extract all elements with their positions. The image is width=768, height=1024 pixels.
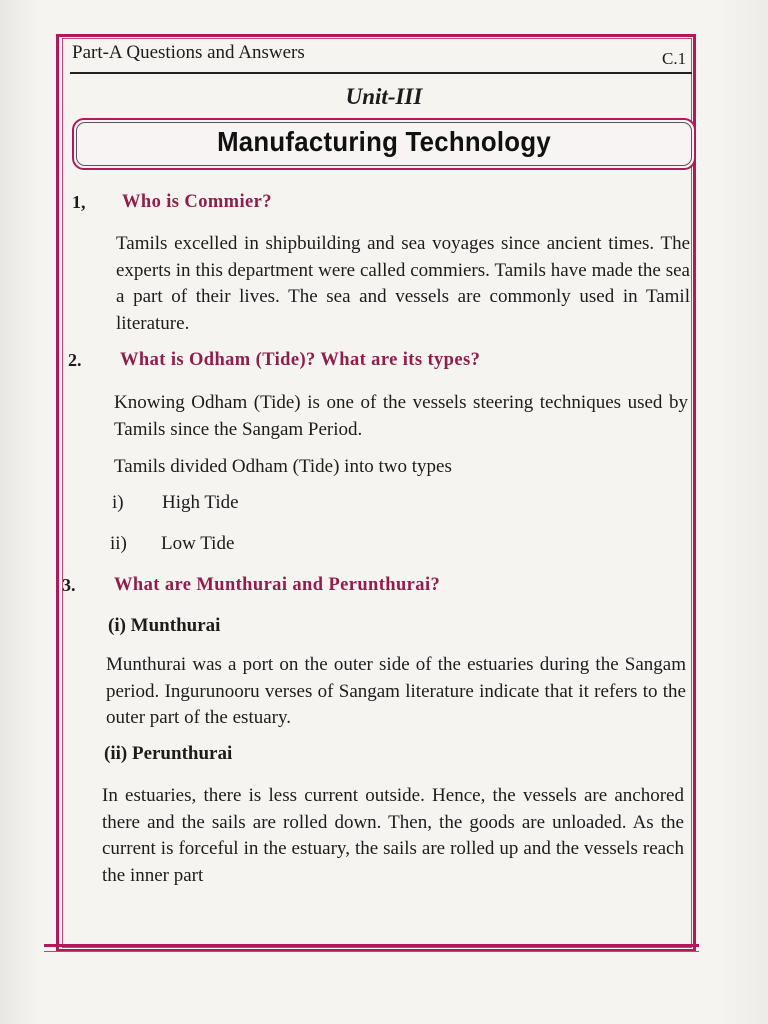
question-number: 3. — [62, 575, 76, 595]
answer-paragraph: Knowing Odham (Tide) is one of the vessels steering techniques used by Tamils since the Sangam Period. — [114, 392, 688, 440]
page-code: C.1 — [662, 49, 687, 68]
bottom-rule-thin — [44, 951, 699, 952]
subheading: (i) Munthurai — [108, 615, 221, 636]
list-marker: i) — [112, 492, 124, 513]
bottom-rule — [44, 944, 699, 947]
subheading: (ii) Perunthurai — [104, 743, 233, 764]
chapter-title: Manufacturing Technology — [217, 126, 551, 157]
question-heading: What is Odham (Tide)? What are its types? — [120, 350, 481, 370]
list-marker: ii) — [110, 533, 127, 554]
header-divider — [70, 72, 692, 74]
answer-paragraph: Munthurai was a port on the outer side of the estuaries during the Sangam period. Ingurunooru verses of Sangam literature indicate that it refers to the outer part of the estuary. — [106, 654, 686, 728]
question-heading: Who is Commier? — [122, 192, 272, 212]
question-number: 1, — [72, 192, 86, 212]
list-item: Low Tide — [161, 533, 235, 554]
question-heading: What are Munthurai and Perunthurai? — [114, 575, 441, 595]
question-number: 2. — [68, 350, 82, 370]
running-header: Part-A Questions and Answers — [72, 42, 305, 63]
answer-paragraph: Tamils excelled in shipbuilding and sea voyages since ancient times. The experts in this department were called commiers. Tamils have made the sea a part of their lives. The sea and vessels are commonly used in Tamil literature. — [116, 233, 690, 334]
types-intro: Tamils divided Odham (Tide) into two types — [114, 456, 452, 477]
list-item: High Tide — [162, 492, 239, 513]
answer-paragraph: In estuaries, there is less current outside. Hence, the vessels are anchored there and the sails are rolled down. Then, the goods are unloaded. As the current is forceful in the estuary, the sails are rolled up and the vessels reach the inner part — [102, 785, 684, 886]
unit-heading: Unit-III — [345, 84, 423, 109]
